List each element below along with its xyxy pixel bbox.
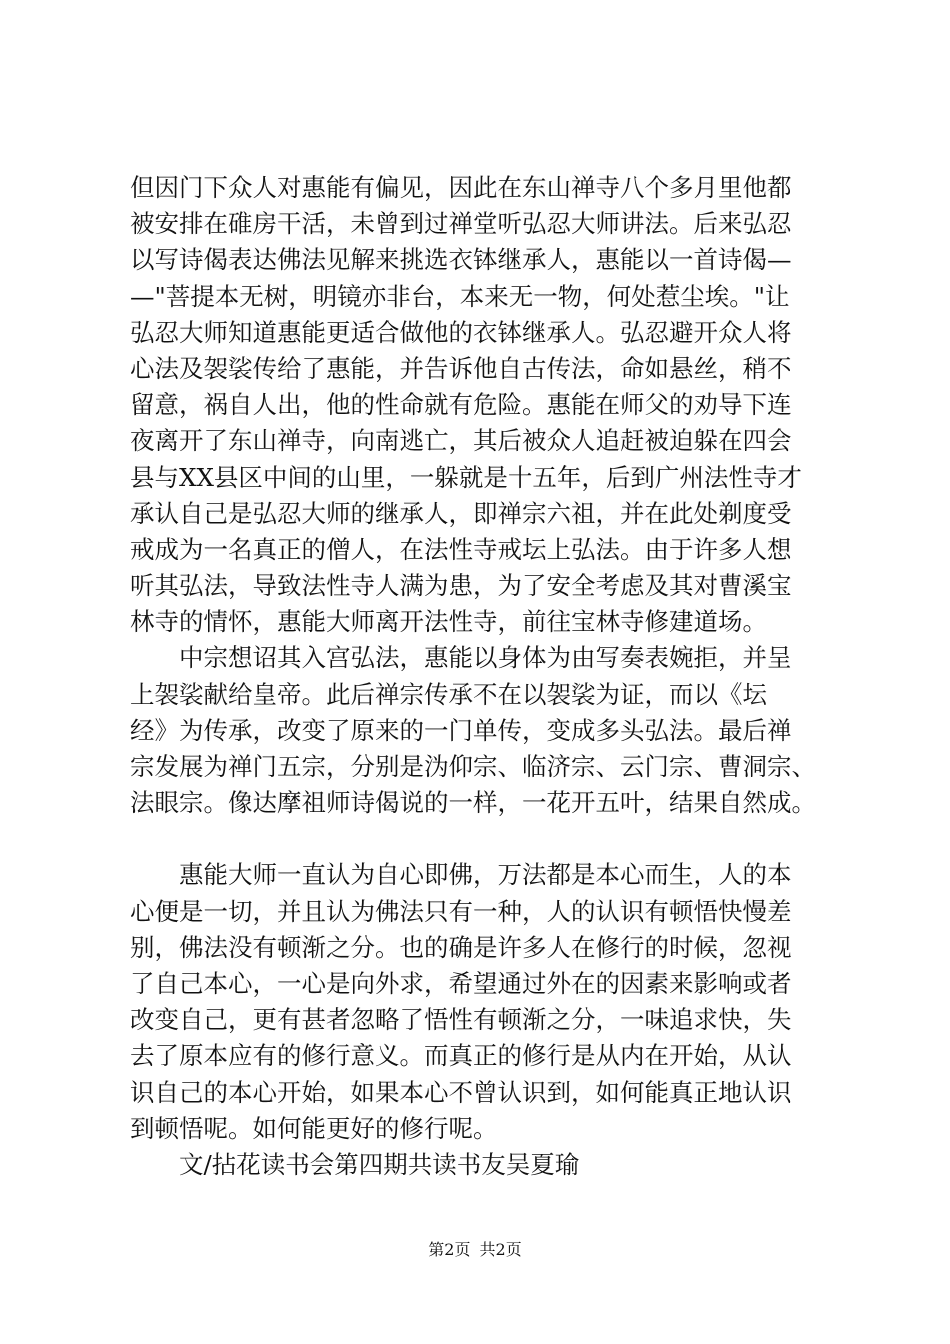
page-total: 共2页 [479,1240,522,1259]
paragraph-1 [130,170,860,640]
text-line: 戒成为一名真正的僧人，在法性寺戒坛上弘法。由于许多人想 [130,534,792,564]
text-line: 改变自己，更有甚者忽略了悟性有顿渐之分，一味追求快，失 [130,1005,792,1035]
text-line: 法眼宗。像达摩祖师诗偈说的一样，一花开五叶，结果自然成。 [130,788,816,818]
text-line: 上袈裟献给皇帝。此后禅宗传承不在以袈裟为证，而以《坛 [130,679,767,709]
text-line: —"菩提本无树，明镜亦非台，本来无一物，何处惹尘埃。"让 [130,281,790,311]
paragraph-gap [130,821,860,857]
text-line: 宗发展为禅门五宗，分别是沩仰宗、临济宗、云门宗、曹洞宗、 [130,752,816,781]
page-number: 第2页 [428,1240,471,1259]
text-line: 承认自己是弘忍大师的继承人，即禅宗六祖，并在此处剃度受 [130,498,792,528]
text-line: 县与XX县区中间的山里，一躲就是十五年，后到广州法性寺才 [130,462,802,492]
text-line: 经》为传承，改变了原来的一门单传，变成多头弘法。最后禅 [130,715,792,745]
text-line: 夜离开了东山禅寺，向南逃亡，其后被众人追赶被迫躲在四会 [130,426,792,456]
text-line: 弘忍大师知道惠能更适合做他的衣钵继承人。弘忍避开众人将 [130,317,792,347]
signature-line: 文/拈花读书会第四期共读书友吴夏瑜 [130,1149,580,1179]
text-line: 林寺的情怀，惠能大师离开法性寺，前往宝林寺修建道场。 [130,607,767,637]
text-line: 别，佛法没有顿渐之分。也的确是许多人在修行的时候，忽视 [130,932,792,962]
paragraph-3 [130,857,860,1147]
text-line: 心法及袈裟传给了惠能，并告诉他自古传法，命如悬丝，稍不 [130,353,792,383]
text-line: 去了原本应有的修行意义。而真正的修行是从内在开始，从认 [130,1041,792,1071]
text-line: 惠能大师一直认为自心即佛，万法都是本心而生，人的本 [130,860,792,890]
text-line: 中宗想诏其入宫弘法，惠能以身体为由写奏表婉拒，并呈 [130,643,792,673]
text-line: 到顿悟呢。如何能更好的修行呢。 [130,1113,498,1143]
text-line: 心便是一切，并且认为佛法只有一种，人的认识有顿悟快慢差 [130,896,792,926]
paragraph-2 [130,640,860,821]
text-line: 留意，祸自人出，他的性命就有危险。惠能在师父的劝导下连 [130,390,792,420]
text-line: 听其弘法，导致法性寺人满为患，为了安全考虑及其对曹溪宝 [130,571,792,601]
body-text [130,170,860,1183]
text-line: 识自己的本心开始，如果本心不曾认识到，如何能真正地认识 [130,1077,792,1107]
text-line: 以写诗偈表达佛法见解来挑选衣钵继承人，惠能以一首诗偈— [130,245,792,275]
page-footer [0,1240,950,1260]
text-line: 但因门下众人对惠能有偏见，因此在东山禅寺八个多月里他都 [130,173,792,202]
text-line: 了自己本心，一心是向外求，希望通过外在的因素来影响或者 [130,968,792,998]
text-line: 被安排在碓房干活，未曾到过禅堂听弘忍大师讲法。后来弘忍 [130,209,792,239]
